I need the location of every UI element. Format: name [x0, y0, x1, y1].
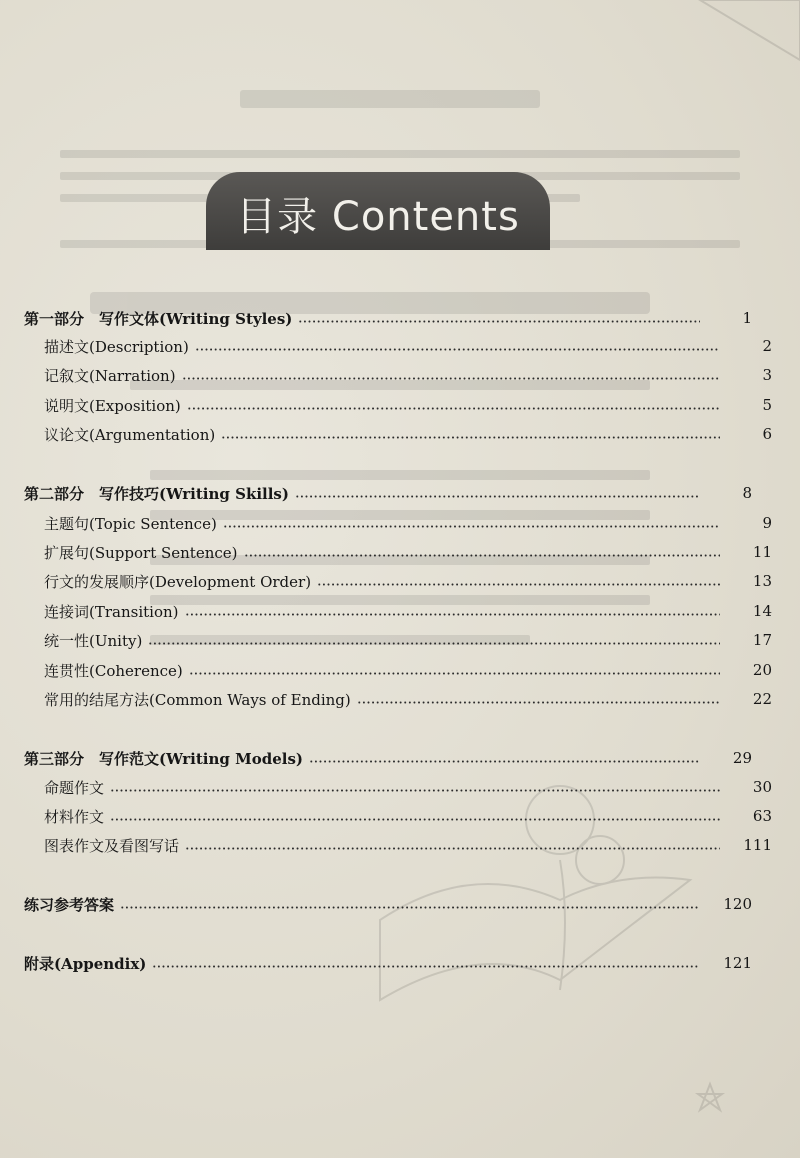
dot-leader [244, 554, 721, 557]
dot-leader [110, 789, 720, 792]
toc-entry [0, 540, 800, 564]
toc-entry-label: 第三部分 写作范文(Writing Models) [24, 749, 303, 768]
toc-entry-label: 命题作文 [44, 778, 105, 797]
toc-entry-label: 说明文(Exposition) [44, 396, 181, 415]
dot-leader [309, 760, 700, 763]
dot-leader [357, 701, 720, 704]
dot-leader [195, 348, 720, 351]
toc-entry [0, 363, 800, 387]
toc-page-number: 121 [723, 954, 752, 972]
dot-leader [295, 495, 700, 498]
toc-entry [0, 393, 800, 417]
toc-entry [0, 687, 800, 711]
toc-page-number: 29 [732, 749, 752, 767]
dot-leader [120, 906, 700, 909]
toc-page-number: 111 [743, 836, 772, 854]
toc-page-number: 22 [752, 690, 772, 708]
toc-entry-label: 第二部分 写作技巧(Writing Skills) [24, 484, 289, 503]
dot-leader [298, 320, 700, 323]
toc-entry-label: 图表作文及看图写话 [44, 836, 180, 855]
toc-section-entry [0, 746, 800, 770]
toc-page-number: 13 [752, 572, 772, 590]
toc-entry-label: 记叙文(Narration) [44, 366, 176, 385]
toc-page-number: 17 [752, 631, 772, 649]
toc-entry-label: 附录(Appendix) [24, 954, 147, 973]
toc-entry [0, 658, 800, 682]
dot-leader [223, 525, 720, 528]
toc-entry-label: 连接词(Transition) [44, 602, 179, 621]
toc-entry [0, 569, 800, 593]
toc-entry-label: 练习参考答案 [24, 895, 115, 914]
toc-page-number: 63 [752, 807, 772, 825]
toc-page-number: 1 [742, 309, 752, 327]
toc-page-number: 6 [762, 425, 772, 443]
toc-entry-label: 议论文(Argumentation) [44, 425, 216, 444]
dot-leader [317, 583, 720, 586]
toc-page-number: 3 [762, 366, 772, 384]
page-title: 目录 Contents [236, 193, 520, 240]
dot-leader [182, 377, 720, 380]
toc-page-number: 5 [762, 396, 772, 414]
toc-entry [0, 833, 800, 857]
toc-section-entry [0, 481, 800, 505]
dot-leader [185, 613, 721, 616]
toc-entry [0, 804, 800, 828]
dot-leader [148, 642, 720, 645]
toc-section-entry [0, 306, 800, 330]
toc-entry-label: 描述文(Description) [44, 337, 189, 356]
toc-entry-label: 连贯性(Coherence) [44, 661, 183, 680]
dot-leader [110, 818, 720, 821]
toc-entry-label: 第一部分 写作文体(Writing Styles) [24, 309, 293, 328]
toc-entry-label: 扩展句(Support Sentence) [44, 543, 238, 562]
dot-leader [189, 672, 720, 675]
dot-leader [152, 965, 700, 968]
dot-leader [221, 436, 720, 439]
toc-page-number: 8 [742, 484, 752, 502]
toc-entry [0, 599, 800, 623]
toc-page-number: 120 [723, 895, 752, 913]
toc-entry [0, 628, 800, 652]
toc-entry-label: 主题句(Topic Sentence) [44, 514, 217, 533]
toc-section-entry [0, 892, 800, 916]
dot-leader [185, 847, 720, 850]
toc-page-number: 11 [752, 543, 772, 561]
toc-entry [0, 334, 800, 358]
toc-entry-label: 材料作文 [44, 807, 105, 826]
toc-page-number: 14 [752, 602, 772, 620]
toc-entry [0, 511, 800, 535]
toc-page-number: 20 [752, 661, 772, 679]
toc-page-number: 9 [762, 514, 772, 532]
toc-entry-label: 行文的发展顺序(Development Order) [44, 572, 312, 591]
toc-section-entry [0, 951, 800, 975]
toc-page-number: 30 [752, 778, 772, 796]
toc-entry-label: 统一性(Unity) [44, 631, 143, 650]
toc-page-number: 2 [762, 337, 772, 355]
toc-entry [0, 422, 800, 446]
toc-entry-label: 常用的结尾方法(Common Ways of Ending) [44, 690, 351, 709]
dot-leader [187, 407, 720, 410]
toc-entry [0, 775, 800, 799]
